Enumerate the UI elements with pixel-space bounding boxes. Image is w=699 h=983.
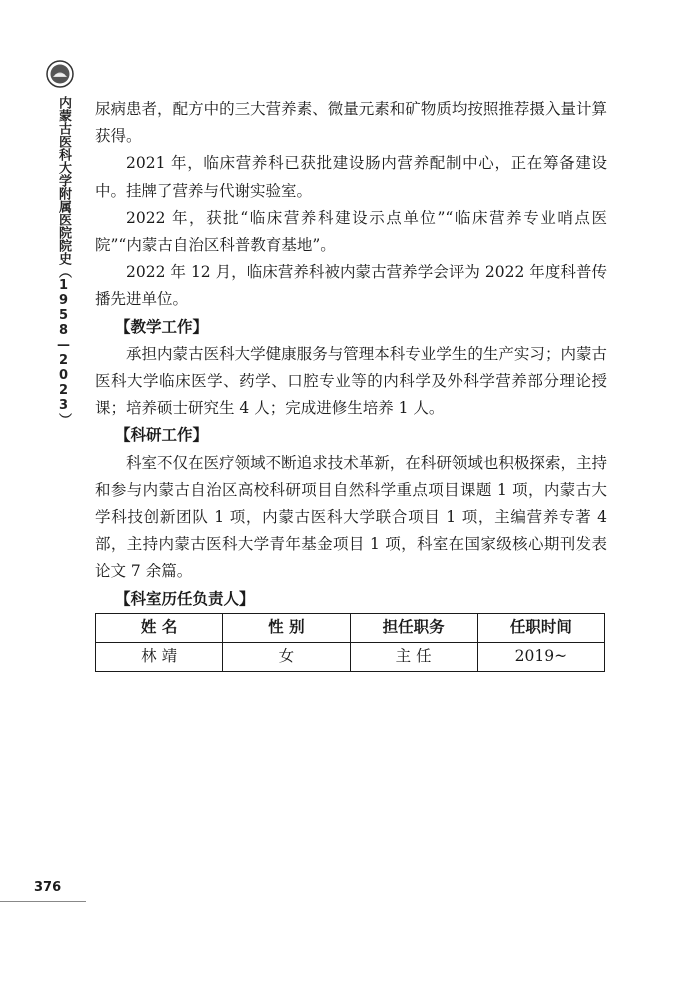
header-gender: 性 别 xyxy=(223,613,350,642)
paragraph-teaching: 承担内蒙古医科大学健康服务与管理本科专业学生的生产实习；内蒙古医科大学临床医学、药学、口腔专业等的内科学及外科学营养部分理论授课；培养硕士研究生 4 人；完成进修生培养 1 人。 xyxy=(95,344,607,418)
cell-position: 主 任 xyxy=(350,642,477,671)
header-name: 姓 名 xyxy=(96,613,223,642)
book-title-vertical: 内蒙古医科大学附属医院院史（1958—2023） xyxy=(56,96,71,426)
teaching-heading: 【教学工作】 xyxy=(115,317,209,336)
page-body xyxy=(95,96,607,672)
hospital-logo-icon xyxy=(46,60,74,88)
header-position: 担任职务 xyxy=(350,613,477,642)
paragraph-3: 2022 年，获批“临床营养科建设示点单位”“临床营养专业哨点医院”“内蒙古自治区科普教育基地”。 xyxy=(95,208,607,255)
page-number-rule xyxy=(0,901,86,902)
paragraph-2: 2021 年，临床营养科已获批建设肠内营养配制中心，正在筹备建设中。挂牌了营养与代谢实验室。 xyxy=(95,154,607,200)
cell-gender: 女 xyxy=(223,642,350,671)
cell-name: 林 靖 xyxy=(96,642,223,671)
paragraph-4: 2022 年 12 月，临床营养科被内蒙古营养学会评为 2022 年度科普传播先进单位。 xyxy=(95,263,607,309)
table-header-row xyxy=(96,613,605,642)
page-number: 376 xyxy=(34,880,62,895)
research-heading: 【科研工作】 xyxy=(115,426,209,445)
paragraph-1: 尿病患者，配方中的三大营养素、微量元素和矿物质均按照推荐摄入量计算获得。 xyxy=(95,100,607,146)
leaders-heading: 【科室历任负责人】 xyxy=(115,589,255,608)
table-row xyxy=(96,642,605,671)
cell-term: 2019~ xyxy=(477,642,604,671)
paragraph-research: 科室不仅在医疗领域不断追求技术革新，在科研领域也积极探索，主持和参与内蒙古自治区高校科研项目自然科学重点项目课题 1 项，内蒙古大学科技创新团队 1 项，内蒙古医科大学联合项目 1 项，主编营养专著 4 部，主持内蒙古医科大学青年基金项目 1 项，科室在国家级核心期刊发表论文 7 余篇。 xyxy=(95,453,607,581)
header-term: 任职时间 xyxy=(477,613,604,642)
leaders-table xyxy=(95,613,605,672)
